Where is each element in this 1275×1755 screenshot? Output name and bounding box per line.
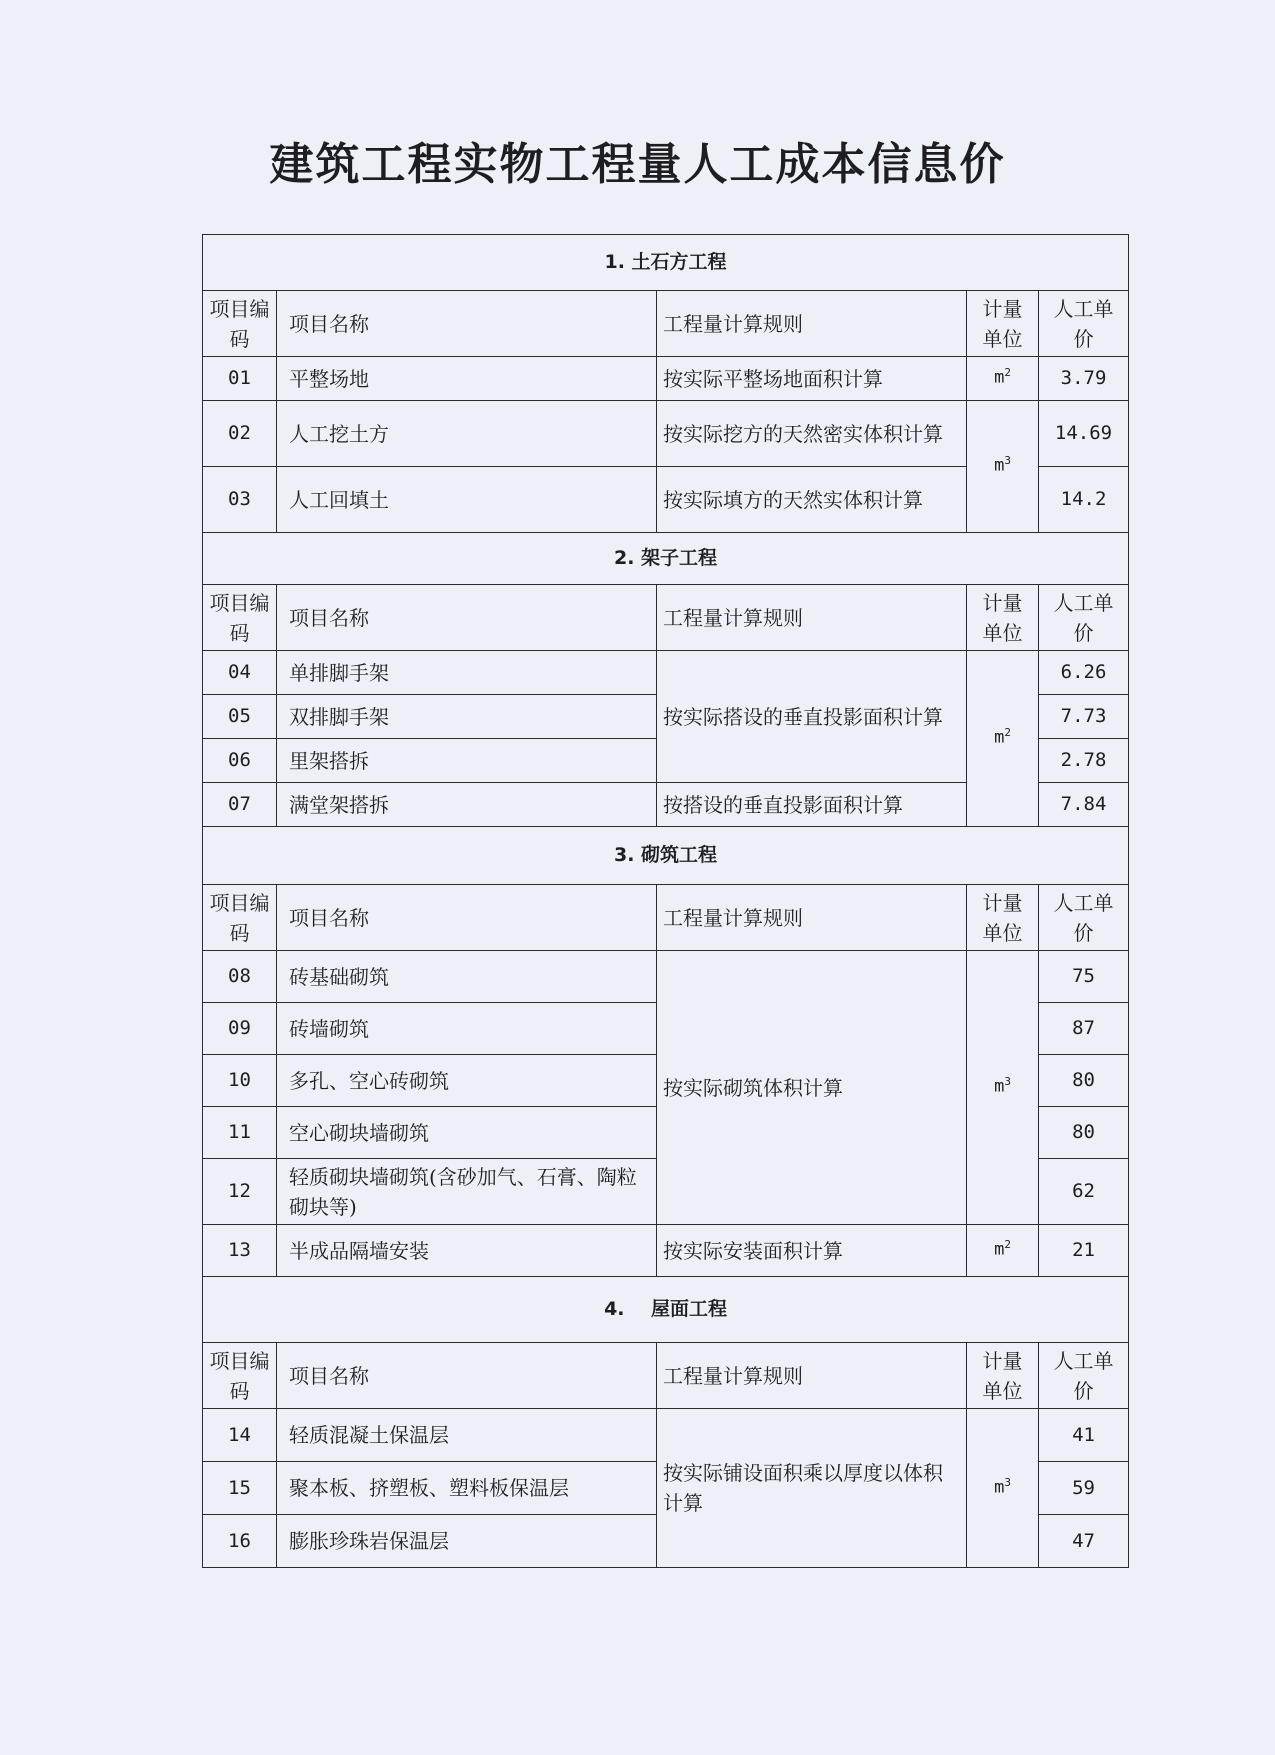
item-rule: 按实际挖方的天然密实体积计算 bbox=[657, 401, 967, 467]
item-code: 02 bbox=[203, 401, 277, 467]
header-rule: 工程量计算规则 bbox=[657, 1343, 967, 1409]
item-price: 59 bbox=[1039, 1462, 1129, 1515]
item-name: 聚本板、挤塑板、塑料板保温层 bbox=[277, 1462, 657, 1515]
item-code: 12 bbox=[203, 1159, 277, 1225]
header-rule: 工程量计算规则 bbox=[657, 585, 967, 651]
item-price: 3.79 bbox=[1039, 357, 1129, 401]
item-price: 47 bbox=[1039, 1515, 1129, 1568]
item-unit: $m^3$ bbox=[967, 951, 1039, 1225]
item-name: 空心砌块墙砌筑 bbox=[277, 1107, 657, 1159]
table-row bbox=[203, 1225, 1129, 1277]
item-price: 41 bbox=[1039, 1409, 1129, 1462]
item-rule: 按实际砌筑体积计算 bbox=[657, 951, 967, 1225]
item-name: 人工回填土 bbox=[277, 467, 657, 533]
item-price: 80 bbox=[1039, 1055, 1129, 1107]
header-row bbox=[203, 885, 1129, 951]
header-price: 人工单价 bbox=[1039, 291, 1129, 357]
section-title-row bbox=[203, 1277, 1129, 1343]
header-rule: 工程量计算规则 bbox=[657, 291, 967, 357]
item-price: 80 bbox=[1039, 1107, 1129, 1159]
header-price: 人工单价 bbox=[1039, 885, 1129, 951]
item-name: 膨胀珍珠岩保温层 bbox=[277, 1515, 657, 1568]
item-code: 10 bbox=[203, 1055, 277, 1107]
section-title: 2. 架子工程 bbox=[203, 533, 1129, 585]
header-rule: 工程量计算规则 bbox=[657, 885, 967, 951]
header-row bbox=[203, 585, 1129, 651]
header-price: 人工单价 bbox=[1039, 585, 1129, 651]
item-code: 16 bbox=[203, 1515, 277, 1568]
item-name: 满堂架搭拆 bbox=[277, 783, 657, 827]
header-unit: 计量单位 bbox=[967, 585, 1039, 651]
item-code: 13 bbox=[203, 1225, 277, 1277]
item-name: 里架搭拆 bbox=[277, 739, 657, 783]
item-rule: 按实际填方的天然实体积计算 bbox=[657, 467, 967, 533]
item-price: 21 bbox=[1039, 1225, 1129, 1277]
item-rule: 按实际铺设面积乘以厚度以体积计算 bbox=[657, 1409, 967, 1568]
header-name: 项目名称 bbox=[277, 585, 657, 651]
item-name: 多孔、空心砖砌筑 bbox=[277, 1055, 657, 1107]
page-title: 建筑工程实物工程量人工成本信息价 bbox=[269, 139, 1006, 190]
item-price: 87 bbox=[1039, 1003, 1129, 1055]
section-title: 1. 土石方工程 bbox=[203, 235, 1129, 291]
item-name: 轻质混凝土保温层 bbox=[277, 1409, 657, 1462]
item-name: 半成品隔墙安装 bbox=[277, 1225, 657, 1277]
header-row bbox=[203, 291, 1129, 357]
item-price: 7.84 bbox=[1039, 783, 1129, 827]
header-name: 项目名称 bbox=[277, 291, 657, 357]
section-title-row bbox=[203, 533, 1129, 585]
item-price: 14.69 bbox=[1039, 401, 1129, 467]
header-unit: 计量单位 bbox=[967, 1343, 1039, 1409]
item-code: 09 bbox=[203, 1003, 277, 1055]
item-name: 平整场地 bbox=[277, 357, 657, 401]
item-price: 62 bbox=[1039, 1159, 1129, 1225]
header-unit: 计量单位 bbox=[967, 885, 1039, 951]
item-price: 2.78 bbox=[1039, 739, 1129, 783]
item-rule: 按实际安装面积计算 bbox=[657, 1225, 967, 1277]
price-table bbox=[202, 234, 1129, 1568]
header-code: 项目编码 bbox=[203, 885, 277, 951]
item-code: 08 bbox=[203, 951, 277, 1003]
section-title: 3. 砌筑工程 bbox=[203, 827, 1129, 885]
header-row bbox=[203, 1343, 1129, 1409]
item-price: 7.73 bbox=[1039, 695, 1129, 739]
item-code: 05 bbox=[203, 695, 277, 739]
item-name: 砖墙砌筑 bbox=[277, 1003, 657, 1055]
item-name: 人工挖土方 bbox=[277, 401, 657, 467]
item-code: 06 bbox=[203, 739, 277, 783]
item-name: 轻质砌块墙砌筑(含砂加气、石膏、陶粒砌块等) bbox=[277, 1159, 657, 1225]
header-code: 项目编码 bbox=[203, 585, 277, 651]
item-unit: $m^3$ bbox=[967, 1409, 1039, 1568]
item-code: 03 bbox=[203, 467, 277, 533]
table-row bbox=[203, 1409, 1129, 1462]
table-row bbox=[203, 401, 1129, 467]
header-code: 项目编码 bbox=[203, 291, 277, 357]
item-price: 14.2 bbox=[1039, 467, 1129, 533]
table-row bbox=[203, 651, 1129, 695]
item-price: 75 bbox=[1039, 951, 1129, 1003]
table-row bbox=[203, 951, 1129, 1003]
header-unit: 计量单位 bbox=[967, 291, 1039, 357]
item-rule: 按实际平整场地面积计算 bbox=[657, 357, 967, 401]
item-unit: $m^3$ bbox=[967, 401, 1039, 533]
section-title-row bbox=[203, 235, 1129, 291]
item-name: 单排脚手架 bbox=[277, 651, 657, 695]
table-row bbox=[203, 357, 1129, 401]
item-code: 14 bbox=[203, 1409, 277, 1462]
item-code: 01 bbox=[203, 357, 277, 401]
header-name: 项目名称 bbox=[277, 885, 657, 951]
item-code: 04 bbox=[203, 651, 277, 695]
section-title-row bbox=[203, 827, 1129, 885]
item-unit: $m^2$ bbox=[967, 651, 1039, 827]
item-code: 15 bbox=[203, 1462, 277, 1515]
header-code: 项目编码 bbox=[203, 1343, 277, 1409]
item-price: 6.26 bbox=[1039, 651, 1129, 695]
item-rule: 按搭设的垂直投影面积计算 bbox=[657, 783, 967, 827]
item-code: 11 bbox=[203, 1107, 277, 1159]
header-price: 人工单价 bbox=[1039, 1343, 1129, 1409]
item-rule: 按实际搭设的垂直投影面积计算 bbox=[657, 651, 967, 783]
item-unit: $m^2$ bbox=[967, 357, 1039, 401]
item-code: 07 bbox=[203, 783, 277, 827]
section-title: 4. 屋面工程 bbox=[203, 1277, 1129, 1343]
item-name: 砖基础砌筑 bbox=[277, 951, 657, 1003]
item-unit: $m^2$ bbox=[967, 1225, 1039, 1277]
header-name: 项目名称 bbox=[277, 1343, 657, 1409]
item-name: 双排脚手架 bbox=[277, 695, 657, 739]
